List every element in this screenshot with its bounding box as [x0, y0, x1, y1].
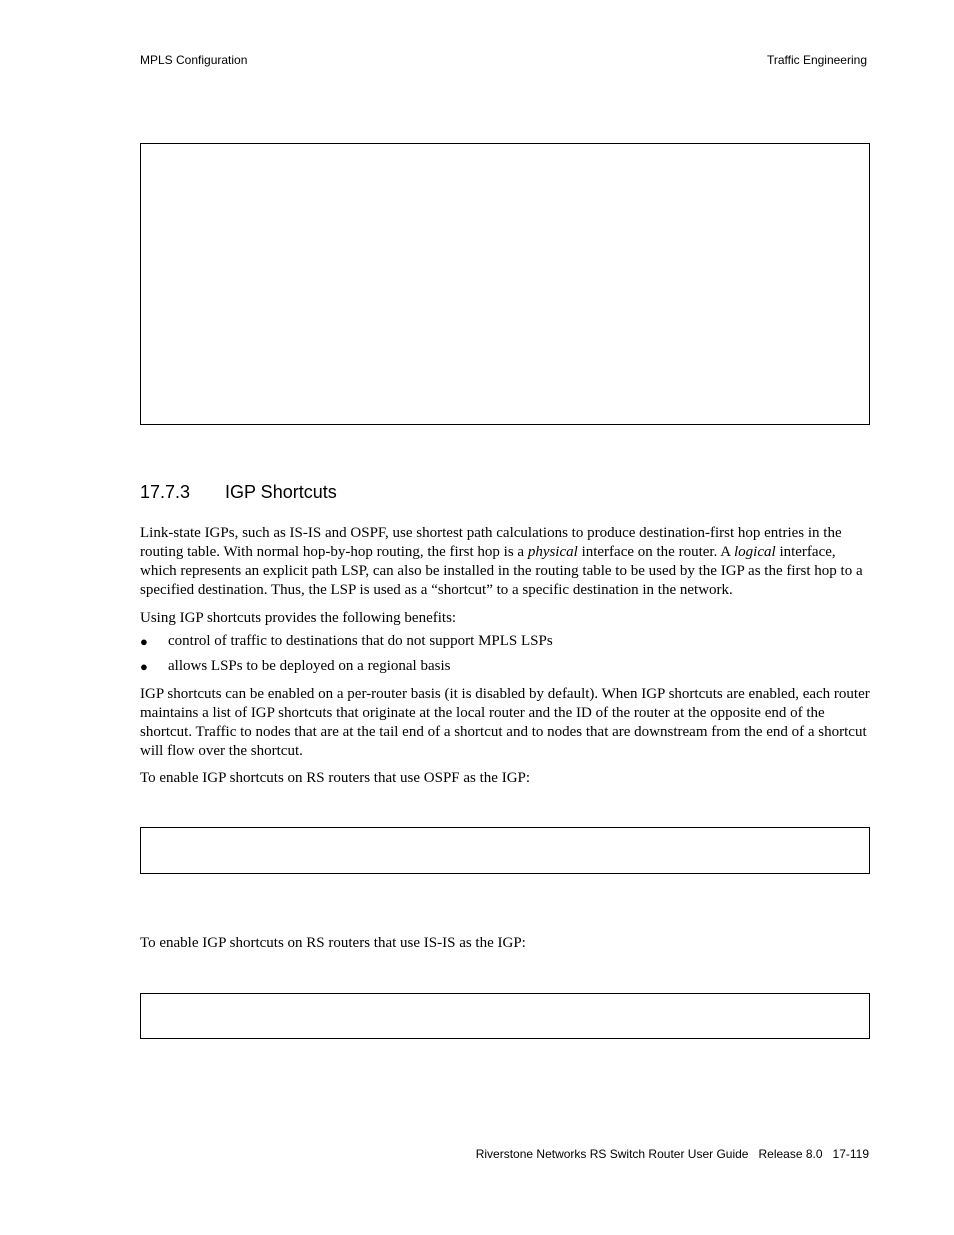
page-footer: Riverstone Networks RS Switch Router User Guide Release 8.0 17-119: [475, 1147, 869, 1161]
paragraph-text: interface on the router. A: [577, 544, 735, 560]
paragraph-benefits-intro: Using IGP shortcuts provides the following benefits:: [140, 610, 457, 626]
figure-box: [140, 143, 870, 425]
emphasis-logical: logical: [734, 544, 776, 560]
running-header-section: Traffic Engineering: [766, 53, 867, 67]
section-heading: [140, 481, 337, 503]
paragraph-ospf-instruction: To enable IGP shortcuts on RS routers that use OSPF as the IGP:: [140, 770, 531, 786]
paragraph-isis-instruction: To enable IGP shortcuts on RS routers that use IS-IS as the IGP:: [140, 935, 526, 951]
section-number: 17.7.3: [140, 482, 191, 502]
running-header-chapter: MPLS Configuration: [140, 53, 248, 67]
paragraph-intro: [140, 524, 870, 600]
bullet-icon: ●: [140, 634, 148, 649]
ospf-command-box: [140, 827, 870, 874]
bullet-icon: ●: [140, 659, 148, 674]
list-item-text: allows LSPs to be deployed on a regional basis: [168, 658, 451, 674]
paragraph-text: Link-state IGPs, such as IS-IS and OSPF, use shortest path calculations to produce destination-first hop entries in the routing table. With normal hop-by-hop routing, the first hop is a: [140, 525, 842, 560]
paragraph-enable-description: IGP shortcuts can be enabled on a per-router basis (it is disabled by default). When IGP shortcuts are enabled, each router maintains a list of IGP shortcuts that originate at the local router and the ID of the router at the opposite end of the shortcut. Traffic to nodes that are at the tail end of a shortcut and to nodes that are downstream from the end of a shortcut will flow over the shortcut.: [140, 686, 870, 759]
emphasis-physical: physical: [527, 544, 578, 560]
paragraph-text: interface, which represents an explicit path LSP, can also be installed in the routing table to be used by the IGP as the first hop to a specified destination. Thus, the LSP is used as a “shortcut” to a specific destination in the network.: [140, 544, 863, 598]
list-item-text: control of traffic to destinations that do not support MPLS LSPs: [168, 633, 553, 649]
isis-command-box: [140, 993, 870, 1039]
section-title: IGP Shortcuts: [225, 482, 337, 502]
